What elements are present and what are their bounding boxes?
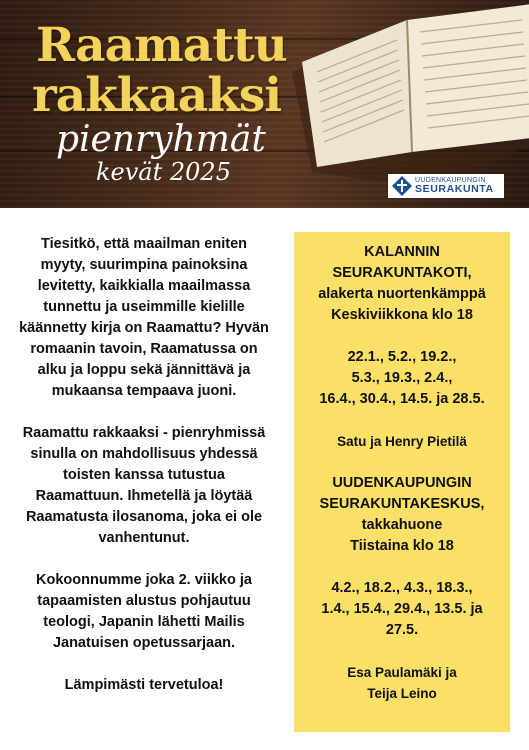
group-1-dates-line-2: 5.3., 19.3., 2.4., <box>351 370 453 386</box>
group-2-leaders-line-1: Esa Paulamäki ja <box>347 665 457 680</box>
title-line-1: Raamattu <box>36 18 287 73</box>
schedule-panel <box>294 232 510 732</box>
header-banner <box>0 0 529 208</box>
church-cross-icon <box>392 176 412 196</box>
group-1-time: Keskiviikkona klo 18 <box>331 307 473 323</box>
open-bible-image <box>282 2 529 192</box>
group-1-place-line-2: SEURAKUNTAKOTI, <box>332 265 472 281</box>
group-1-dates-line-3: 16.4., 30.4., 14.5. ja 28.5. <box>319 391 485 407</box>
group-2-dates-line-1: 4.2., 18.2., 4.3., 18.3., <box>331 580 473 596</box>
group-2-place-line-2: SEURAKUNTAKESKUS, <box>319 496 485 512</box>
group-2-leaders-line-2: Teija Leino <box>367 686 437 701</box>
group-2-dates-line-2: 1.4., 15.4., 29.4., 13.5. ja <box>321 601 483 617</box>
closing-greeting: Lämpimästi tervetuloa! <box>64 677 224 693</box>
intro-paragraph-2: Raamattu rakkaaksi - pienryhmissä sinulla on mahdollisuus yhdessä toisten kanssa tutustua Raamattuun. Ihmetellä ja löytää Raamatusta ilosanoma, joka ei ole vanhentunut. <box>22 425 266 546</box>
intro-text <box>18 234 270 717</box>
group-1-place-line-1: KALANNIN <box>364 244 440 260</box>
group-1-leaders: Satu ja Henry Pietilä <box>337 434 467 449</box>
logo-text-top: UUDENKAUPUNGIN <box>415 177 486 185</box>
season-label: kevät 2025 <box>96 158 231 186</box>
subtitle: pienryhmät <box>56 119 266 160</box>
group-2-time: Tiistaina klo 18 <box>350 538 454 554</box>
parish-logo <box>388 174 504 198</box>
intro-paragraph-3: Kokoonnumme joka 2. viikko ja tapaamisten alustus pohjautuu teologi, Japanin lähetti Mailis Janatuisen opetussarjaan. <box>36 572 252 651</box>
group-2-place-line-1: UUDENKAUPUNGIN <box>332 475 472 491</box>
group-2-room: takkahuone <box>361 517 443 533</box>
title-line-2: rakkaaksi <box>32 68 282 123</box>
group-2-dates-line-3: 27.5. <box>385 622 419 638</box>
group-1-room: alakerta nuortenkämppä <box>318 286 486 302</box>
intro-paragraph-1: Tiesitkö, että maailman eniten myyty, suurimpina painoksina levitetty, kaikkialla maailmassa tunnettu ja useimmille kielille käännetty kirja on Raamattu? Hyvän romaanin tavoin, Raamatussa on alku ja loppu sekä jännittävä ja mukaansa tempaava juoni. <box>19 236 269 399</box>
group-1-dates-line-1: 22.1., 5.2., 19.2., <box>347 349 457 365</box>
logo-text-bottom: SEURAKUNTA <box>415 183 494 196</box>
